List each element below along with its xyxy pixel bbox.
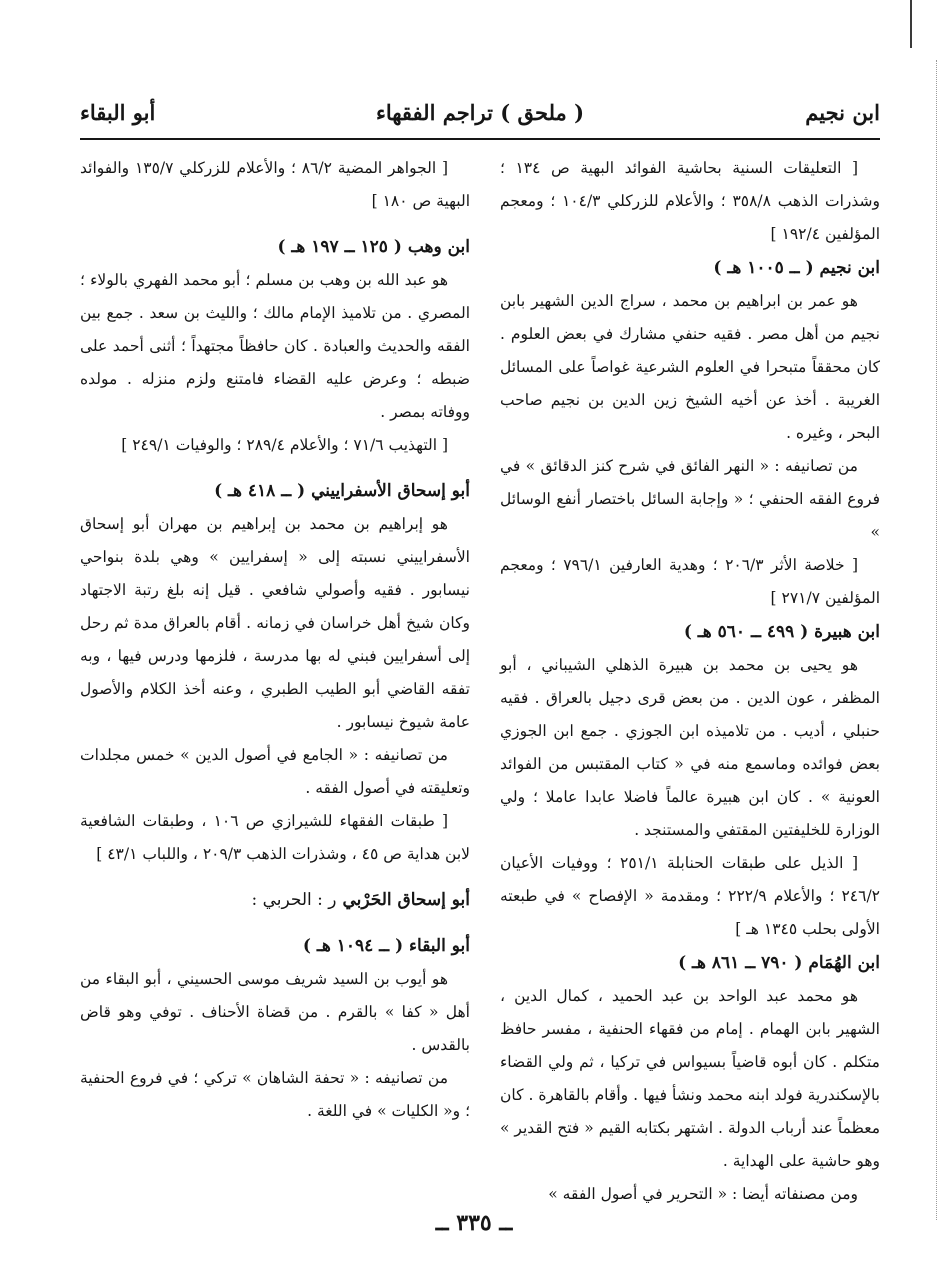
entry-dates: ( ــ ١٠٩٤ هـ ) bbox=[302, 936, 404, 956]
entry-dates: ( ــ ٤١٨ هـ ) bbox=[214, 481, 306, 501]
cross-reference: ر : الحربي : bbox=[251, 890, 337, 910]
entry-dates: ( ١٢٥ ــ ١٩٧ هـ ) bbox=[277, 237, 402, 257]
running-header bbox=[80, 100, 880, 136]
entry-works: ومن مصنفاته أيضا : « التحرير في أصول الفقه » bbox=[548, 1185, 858, 1203]
entry-name: أبو إسحاق الحَرْبي bbox=[342, 890, 470, 910]
header-right-word: ابن نجيم bbox=[805, 100, 880, 125]
header-title: ( ملحق ) تراجم الفقهاء bbox=[375, 100, 585, 125]
entry-body: هو عبد الله بن وهب بن مسلم ؛ أبو محمد الفهري بالولاء ؛ المصري . من تلاميذ الإمام مالك ؛ والليث بن سعد . جمع بين الفقه والحديث والعبادة . كان حافظاً مجتهداً ؛ أثنى أحمد على ضبطه ؛ وعرض عليه القضاء فامتنع ولزم منزله . مولده ووفاته بمصر . bbox=[80, 271, 470, 421]
entry-reference: [ طبقات الفقهاء للشيرازي ص ١٠٦ ، وطبقات الشافعية لابن هداية ص ٤٥ ، وشذرات الذهب ٢٠٩/٣ ، واللباب ٤٣/١ ] bbox=[80, 812, 470, 863]
entry-heading bbox=[80, 474, 470, 508]
header-rule bbox=[80, 138, 880, 140]
entry-body: هو عمر بن ابراهيم بن محمد ، سراج الدين الشهير بابن نجيم من أهل مصر . فقيه حنفي مشارك في بعض العلوم . كان محققاً متبحرا في العلوم الشرعية غواصاً على المسائل الغريبة . أخذ عن أخيه الشيخ زين الدين بن نجيم صاحب البحر ، وغيره . bbox=[500, 292, 880, 442]
entry-works: من تصانيفه : « النهر الفائق في شرح كنز الدقائق » في فروع الفقه الحنفي ؛ « وإجابة السائل باختصار أنفع الوسائل » bbox=[500, 457, 880, 541]
entry-ibn-wahb bbox=[80, 230, 470, 462]
entry-abu-ishaq-isfarayini bbox=[80, 474, 470, 871]
right-column bbox=[500, 152, 880, 1211]
entry-name: ابن وهب bbox=[407, 237, 470, 257]
continued-reference: [ الجواهر المضية ٨٦/٢ ؛ والأعلام للزركلي ١٣٥/٧ والفوائد البهية ص ١٨٠ ] bbox=[80, 159, 470, 210]
left-column bbox=[80, 152, 470, 1128]
entry-abu-al-baqa bbox=[80, 929, 470, 1128]
entry-heading bbox=[500, 946, 880, 980]
page-number: ــ ٣٣٥ ــ bbox=[435, 1210, 513, 1236]
scan-edge-line bbox=[910, 0, 912, 48]
entry-heading bbox=[500, 615, 880, 649]
entry-dates: ( ٧٩٠ ــ ٨٦١ هـ ) bbox=[678, 953, 803, 973]
entry-name: ابن هبيرة bbox=[814, 622, 880, 642]
entry-reference: [ التهذيب ٧١/٦ ؛ والأعلام ٢٨٩/٤ ؛ والوفيات ٢٤٩/١ ] bbox=[121, 436, 448, 454]
entry-dates: ( ٤٩٩ ــ ٥٦٠ هـ ) bbox=[683, 622, 809, 642]
entry-name: ابن نجيم bbox=[819, 258, 880, 278]
entry-ibn-hubayra bbox=[500, 615, 880, 946]
continued-reference: [ التعليقات السنية بحاشية الفوائد البهية ص ١٣٤ ؛ وشذرات الذهب ٣٥٨/٨ ؛ والأعلام للزركلي ١٠٤/٣ ؛ ومعجم المؤلفين ١٩٢/٤ ] bbox=[500, 159, 880, 243]
entry-reference: [ الذيل على طبقات الحنابلة ٢٥١/١ ؛ ووفيات الأعيان ٢٤٦/٢ ؛ والأعلام ٢٢٢/٩ ؛ ومقدمة « الإفصاح » في طبعته الأولى بحلب ١٣٤٥ هـ ] bbox=[500, 854, 880, 938]
header-left-word: أبو البقاء bbox=[80, 100, 156, 125]
entry-dates: ( ــ ١٠٠٥ هـ ) bbox=[713, 258, 814, 278]
entry-abu-ishaq-harbi bbox=[80, 883, 470, 917]
entry-heading bbox=[80, 883, 470, 917]
entry-works: من تصانيفه : « تحفة الشاهان » تركي ؛ في فروع الحنفية ؛ و« الكليات » في اللغة . bbox=[80, 1069, 470, 1120]
entry-reference: [ خلاصة الأثر ٢٠٦/٣ ؛ وهدية العارفين ٧٩٦/١ ؛ ومعجم المؤلفين ٢٧١/٧ ] bbox=[500, 556, 880, 607]
entry-heading bbox=[500, 251, 880, 285]
entry-name: أبو إسحاق الأسفراييني bbox=[311, 481, 470, 501]
entry-ibn-al-humam bbox=[500, 946, 880, 1211]
entry-name: ابن الهُمَام bbox=[808, 953, 880, 973]
entry-body: هو إبراهيم بن محمد بن إبراهيم بن مهران أبو إسحاق الأسفراييني نسبته إلى « إسفرايين » وهي بلدة بنواحي نيسابور . فقيه وأصولي شافعي . قيل إنه بلغ رتبة الاجتهاد وكان شيخ أهل خراسان في زمانه . أقام بالعراق مدة ثم رحل إلى أسفرايين فبني له بها مدرسة ، فلزمها ودرس فيها ، وبه تفقه القاضي أبو الطيب الطبري ، وعنه أخذ الكلام والأصول عامة شيوخ نيسابور . bbox=[80, 515, 470, 731]
scan-edge-dotted-line bbox=[936, 60, 937, 1220]
entry-works: من تصانيفه : « الجامع في أصول الدين » خمس مجلدات وتعليقته في أصول الفقه . bbox=[80, 746, 470, 797]
entry-name: أبو البقاء bbox=[409, 936, 470, 956]
entry-body: هو يحيى بن محمد بن هبيرة الذهلي الشيباني ، أبو المظفر ، عون الدين . من بعض قرى دجيل بالعراق . فقيه حنبلي ، أديب . من تلاميذه ابن الجوزي . جمع ابن الجوزي بعض فوائده وماسمع منه في « كتاب المقتبس من الفوائد العونية » . كان ابن هبيرة عالماً فاضلا عابدا عاملا ؛ ولي الوزارة للخليفتين المقتفي والمستنجد . bbox=[500, 656, 880, 839]
entry-ibn-nujaym bbox=[500, 251, 880, 615]
entry-heading bbox=[80, 929, 470, 963]
entry-body: هو محمد عبد الواحد بن عبد الحميد ، كمال الدين ، الشهير بابن الهمام . إمام من فقهاء الحنفية ، مفسر حافظ متكلم . كان أبوه قاضياً بسيواس في تركيا ، ثم ولي القضاء بالإسكندرية فولد ابنه محمد ونشأ فيها . وأقام بالقاهرة . كان معظماً عند أرباب الدولة . اشتهر بكتابه القيم « فتح القدير » وهو حاشية على الهداية . bbox=[500, 987, 880, 1170]
entry-heading bbox=[80, 230, 470, 264]
entry-body: هو أيوب بن السيد شريف موسى الحسيني ، أبو البقاء من أهل « كفا » بالقرم . من قضاة الأحناف . توفي وهو قاض بالقدس . bbox=[80, 970, 470, 1054]
